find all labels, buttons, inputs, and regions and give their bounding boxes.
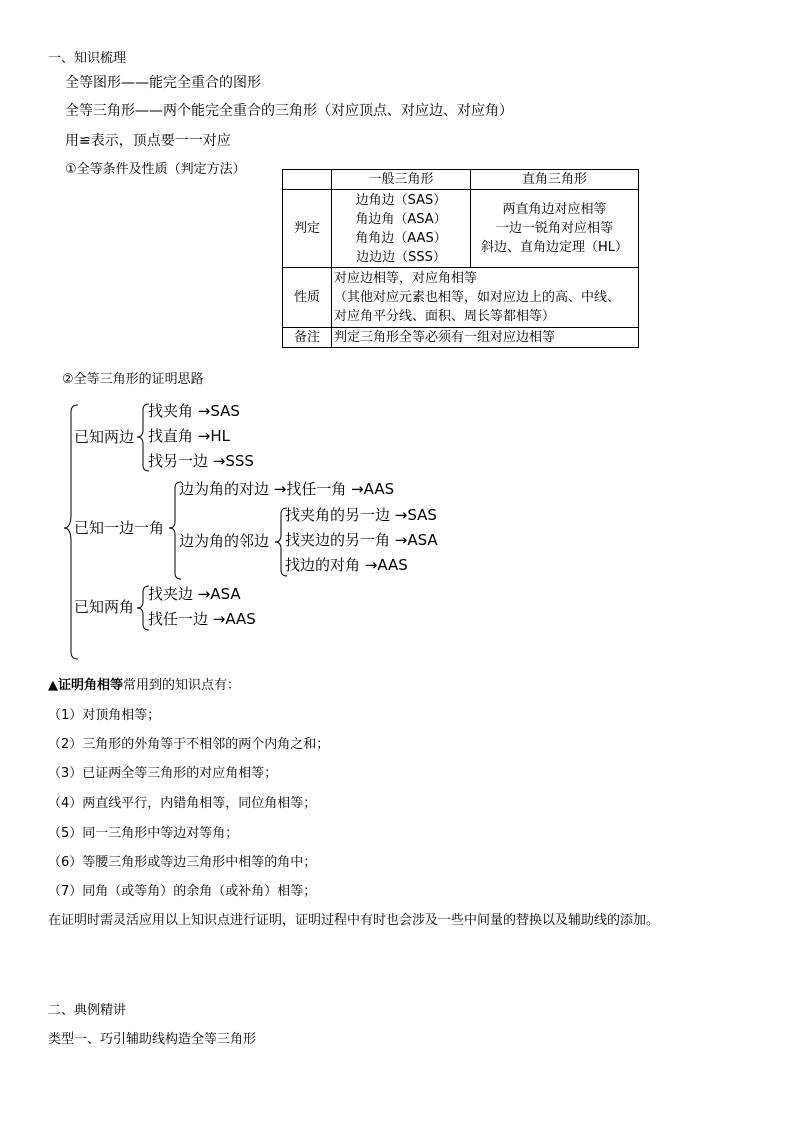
subheading: ②全等三角形的证明思路 [62, 372, 204, 387]
list-item: （7）同角（或等角）的余角（或补角）相等； [48, 884, 317, 899]
strategy-item: 找另一边 →SSS [148, 452, 254, 470]
list-item: （4）两直线平行，内错角相等，同位角相等； [48, 796, 317, 811]
type-heading: 类型一、巧引辅助线构造全等三角形 [48, 1032, 257, 1047]
criterion: 角角边（AAS） [355, 230, 447, 246]
section-heading-1: 一、知识梳理 [48, 51, 127, 66]
strategy-item: 找直角 →HL [148, 427, 230, 445]
table-header: 一般三角形 [332, 170, 471, 190]
branch-adjacent: 边为角的邻边 [179, 532, 270, 550]
list-item: （5）同一三角形中等边对等角； [48, 826, 239, 841]
strategy-item: 找夹边 →ASA [148, 585, 241, 603]
section-heading-2: 二、典例精讲 [48, 1003, 127, 1018]
property-line: 对应角平分线、面积、周长等都相等） [334, 309, 556, 324]
branch-two-sides: 已知两边 [74, 428, 135, 446]
row-label: 性质 [283, 268, 332, 328]
definition-line: 全等图形——能完全重合的图形 [65, 75, 261, 91]
criterion: 边边边（SSS） [356, 249, 446, 265]
row-label: 备注 [283, 328, 332, 348]
strategy-item: 找夹角的另一边 →SAS [285, 506, 437, 524]
definition-line: 全等三角形——两个能完全重合的三角形（对应顶点、对应边、对应角） [65, 103, 513, 119]
strategy-item: 找边的对角 →AAS [285, 556, 408, 574]
property-line: （其他对应元素也相等，如对应边上的高、中线、 [334, 290, 621, 305]
criterion: 两直角边对应相等 [502, 202, 607, 217]
list-item: （1）对顶角相等； [48, 708, 161, 723]
note-cell: 判定三角形全等必须有一组对应边相等 [332, 328, 639, 348]
criterion: 一边一锐角对应相等 [495, 221, 613, 236]
points-heading [48, 679, 240, 692]
branch-two-angles: 已知两角 [74, 598, 135, 616]
subheading: ①全等条件及性质（判定方法） [65, 162, 246, 177]
criterion: 角边角（ASA） [355, 211, 447, 227]
strategy-item: 边为角的对边 →找任一角 →AAS [179, 480, 395, 498]
points-heading-bold: ▲证明角相等 [48, 678, 123, 693]
strategy-item: 找夹角 →SAS [148, 402, 240, 420]
row-label: 判定 [283, 190, 332, 268]
list-item: （6）等腰三角形或等边三角形中相等的角中； [48, 855, 317, 870]
points-heading-rest: 常用到的知识点有： [123, 678, 241, 693]
summary-text: 在证明时需灵活应用以上知识点进行证明，证明过程中有时也会涉及一些中间量的替换以及辅助线的添加。 [48, 913, 660, 928]
branch-side-angle: 已知一边一角 [74, 519, 165, 537]
criterion: 斜边、直角边定理（HL） [480, 240, 629, 255]
definition-line: 用≌表示，顶点要一一对应 [65, 133, 231, 149]
table-header: 直角三角形 [471, 170, 639, 190]
list-item: （2）三角形的外角等于不相邻的两个内角之和； [48, 737, 330, 752]
criterion: 边角边（SAS） [355, 192, 447, 208]
strategy-item: 找任一边 →AAS [148, 610, 256, 628]
list-item: （3）已证两全等三角形的对应角相等； [48, 766, 278, 781]
property-line: 对应边相等，对应角相等 [334, 271, 478, 286]
strategy-item: 找夹边的另一角 →ASA [285, 531, 438, 549]
